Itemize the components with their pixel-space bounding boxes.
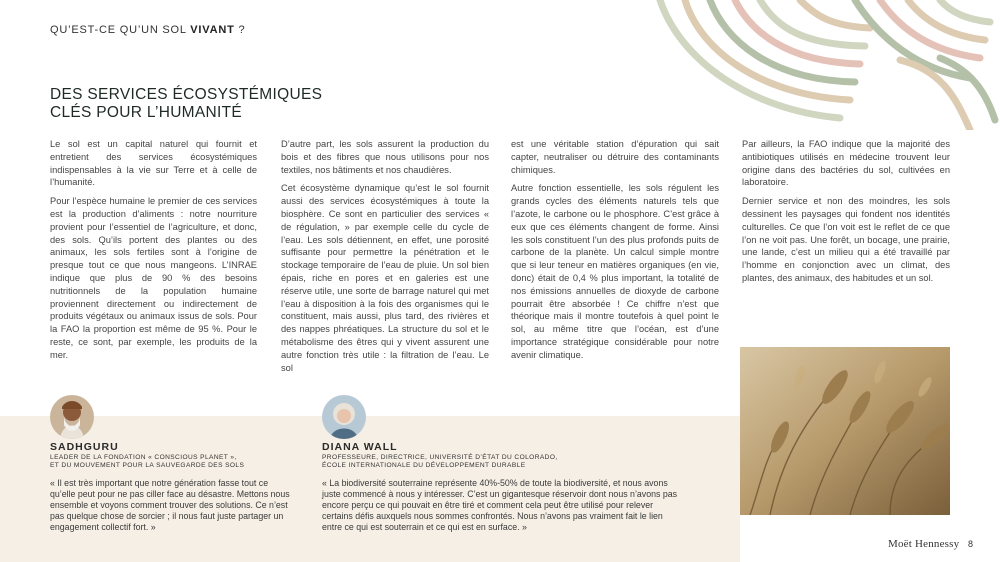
text-column-1 xyxy=(50,138,257,368)
quote-text: « La biodiversité souterraine représente 40%-50% de toute la biodiversité, et nous avons juste commencé à nous y intéresser. C’est un gigantesque réservoir dont nous n’avons pas encore perçu ce qui pouvait en être tiré et comment cela peut être utilisé pour relever certains défis auxquels nous sommes confrontés. Nous n’avons pas vraiment fait le lien entre ce qui est souterrain et ce qui est en surface. » xyxy=(322,478,678,532)
quote-text: « Il est très important que notre génération fasse tout ce qu’elle peut pour ne pas ciller face au désastre. Mettons nous ensemble et voyons comment trouver des solutions. Ce n’est pas quelque chose de sorcier ; il nous faut juste partager un engagement collectif fort. » xyxy=(50,478,290,532)
paragraph: est une véritable station d’épuration qui sait capter, neutraliser ou détruire des contaminants chimiques. xyxy=(511,139,719,175)
section-kicker xyxy=(50,24,245,36)
paragraph: D’autre part, les sols assurent la production du bois et des fibres que nous utilisons pour nos textiles, nos bâtiments et nos chaudières. xyxy=(281,139,489,175)
paragraph: Dernier service et non des moindres, les sols dessinent les paysages qui fondent nos identités culturelles. Ce que l’on voit est le reflet de ce que l’on ne voit pas. Une forêt, un bocage, une prairie, une lande, c’est un milieu qui a été travaillé par l’homme en conjonction avec un climat, des plantes, des animaux, des habitudes et un sol. xyxy=(742,196,950,283)
wheat-photo xyxy=(740,347,950,515)
kicker-bold-word: VIVANT xyxy=(190,24,235,36)
title-line: LEADER DE LA FONDATION « CONSCIOUS PLANET », xyxy=(50,454,237,461)
decorative-swirls xyxy=(640,0,1000,130)
paragraph: Pour l’espèce humaine le premier de ces services est la production d’aliments : notre nourriture provient pour l’essentiel de l’agriculture, et donc, des sols. Qu’ils portent des plantes ou des animaux, les sols fertiles sont à l’origine de presque tout ce que nous mangeons. L’INRAE indique que plus de 90 % des besoins nutritionnels de la population humaine proviennent directement ou indirectement de produits végétaux ou animaux issus de sols. Pour la FAO la proportion est même de 95 %. Pour le reste, ce sont, par exemple, les produits de la mer. xyxy=(50,196,257,360)
paragraph: Cet écosystème dynamique qu’est le sol fournit aussi des services écosystémiques à toute la biosphère. Ce sont en particulier des services « de régulation, » par exemple celle du cycle de l’eau. Les sols détiennent, en effet, une porosité suffisante pour permettre la pénétration et le stockage temporaire de l’eau de pluie. Un sol bien épais, riche en pores et en galeries est une réserve utile, une sorte de barrage naturel qui met l’eau à disposition à la fois des organismes qui le constituent, mais aussi, plus tard, des rivières et des nappes phréatiques. La structure du sol et le métabolisme des êtres qui y vivent assurent une autre fonction très utile : la filtration de l’eau. Le sol xyxy=(281,183,489,373)
kicker-prefix: QU’EST-CE QU’UN SOL xyxy=(50,24,187,36)
quote-author-title xyxy=(50,454,290,471)
text-column-2 xyxy=(281,138,489,380)
paragraph: Par ailleurs, la FAO indique que la majorité des antibiotiques utilisés en médecine trouvent leur origine dans des bactéries du sol, cultivées en laboratoire. xyxy=(742,139,950,188)
brand-logo: Moët Hennessy xyxy=(888,538,960,550)
text-column-4 xyxy=(742,138,950,291)
text-column-3 xyxy=(511,138,719,368)
headline-line-2: CLÉS POUR L’HUMANITÉ xyxy=(50,104,243,121)
quote-author-name: DIANA WALL xyxy=(322,441,398,453)
paragraph: Autre fonction essentielle, les sols régulent les grands cycles des éléments naturels tels que l’azote, le carbone ou le phosphore. C’est grâce à eux que ces éléments changent de forme. Ainsi les sols constituent l’un des plus profonds puits de carbone de la planète. Un calcul simple montre que si leur teneur en matières organiques (en vie, donc) était de 0,4 % plus important, la totalité de nos émissions annuelles de dioxyde de carbone pourrait être absorbée ! Ce chiffre n’est que théorique mais il montre toutefois à quel point le sol, au même titre que l’océan, est d’une importance stratégique considérable pour notre avenir climatique. xyxy=(511,183,719,360)
avatar-diana-wall xyxy=(322,395,366,439)
title-line: ÉCOLE INTERNATIONALE DU DÉVELOPPEMENT DURABLE xyxy=(322,462,526,470)
avatar-sadhguru xyxy=(50,395,94,439)
headline-line-1: DES SERVICES ÉCOSYSTÉMIQUES xyxy=(50,86,323,103)
title-line: PROFESSEURE, DIRECTRICE, UNIVERSITÉ D’ÉTAT DU COLORADO, xyxy=(322,454,558,461)
paragraph: Le sol est un capital naturel qui fournit et entretient des services écosystémiques indispensables à la vie sur Terre et à celle de l’humanité. xyxy=(50,139,257,188)
article-headline xyxy=(50,86,322,122)
quote-author-title xyxy=(322,454,682,471)
title-line: ET DU MOUVEMENT POUR LA SAUVEGARDE DES SOLS xyxy=(50,462,245,470)
kicker-suffix: ? xyxy=(234,24,246,36)
page-number: 8 xyxy=(968,539,974,549)
quote-author-name: SADHGURU xyxy=(50,441,119,453)
